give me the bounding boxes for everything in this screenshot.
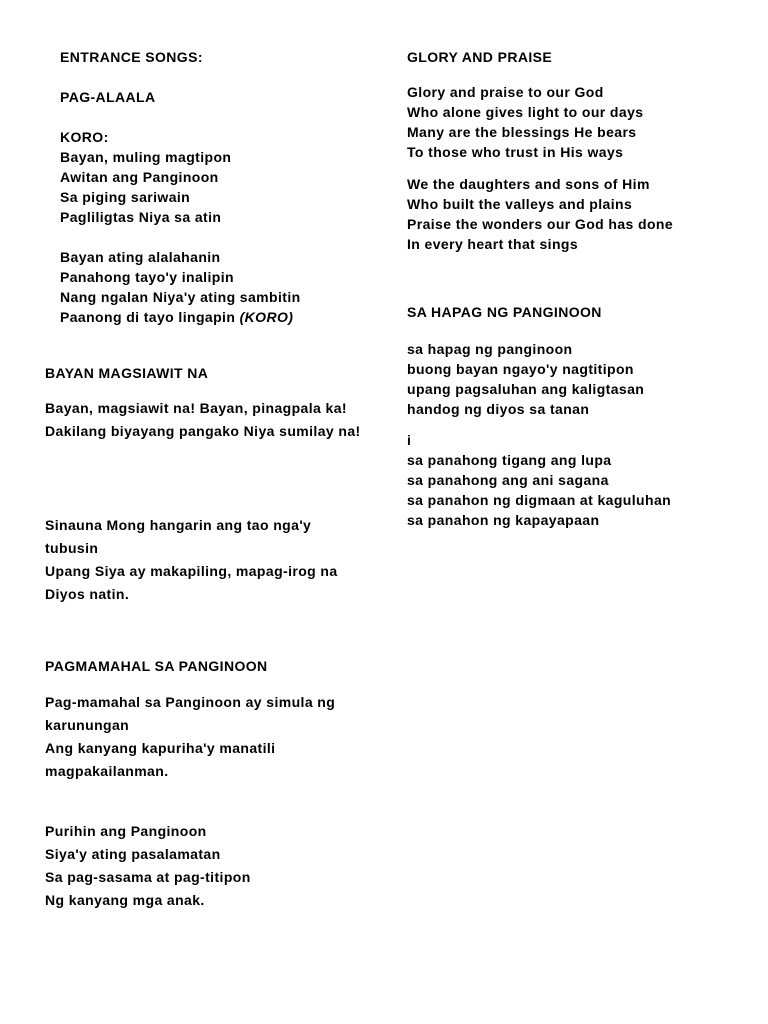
- lyric-line: Ng kanyang mga anak.: [45, 892, 205, 908]
- lyric-line: handog ng diyos sa tanan: [407, 401, 590, 417]
- lyric-line: sa panahong ang ani sagana: [407, 472, 609, 488]
- lyric-line: buong bayan ngayo'y nagtitipon: [407, 361, 634, 377]
- lyric-line: Panahong tayo'y inalipin: [60, 269, 234, 285]
- bayan-magsiawit-verse-2: [45, 514, 363, 606]
- lyric-line: sa panahon ng digmaan at kaguluhan: [407, 492, 672, 508]
- lyric-line: Pagliligtas Niya sa atin: [60, 209, 222, 225]
- lyric-line: sa hapag ng panginoon: [407, 341, 573, 357]
- lyric-line: upang pagsaluhan ang kaligtasan: [407, 381, 645, 397]
- lyric-line: Glory and praise to our God: [407, 84, 604, 100]
- lyric-line: To those who trust in His ways: [407, 144, 624, 160]
- lyric-line: Praise the wonders our God has done: [407, 216, 674, 232]
- lyric-line: Pag-mamahal sa Panginoon ay simula ng karunungan: [45, 694, 336, 733]
- glory-verse-1: [407, 82, 643, 162]
- hapag-verse-1: [407, 339, 644, 419]
- lyric-line: Who built the valleys and plains: [407, 196, 633, 212]
- koro-label: KORO:: [60, 129, 109, 145]
- lyric-line: Siya'y ating pasalamatan: [45, 846, 221, 862]
- lyric-line: We the daughters and sons of Him: [407, 176, 650, 192]
- lyric-line: Bayan ating alalahanin: [60, 249, 221, 265]
- glory-and-praise-heading: GLORY AND PRAISE: [407, 49, 553, 65]
- lyric-line: Upang Siya ay makapiling, mapag-irog na Diyos natin.: [45, 563, 338, 602]
- lyric-line: In every heart that sings: [407, 236, 579, 252]
- bayan-magsiawit-verse-1: [45, 397, 363, 443]
- lyric-line: Many are the blessings He bears: [407, 124, 637, 140]
- pag-alaala-title: PAG-ALAALA: [60, 89, 156, 105]
- pagmamahal-verse-1: [45, 691, 363, 783]
- lyric-line: Sa pag-sasama at pag-titipon: [45, 869, 251, 885]
- lyric-line: Nang ngalan Niya'y ating sambitin: [60, 289, 301, 305]
- lyric-line: sa panahon ng kapayapaan: [407, 512, 600, 528]
- sa-hapag-heading: SA HAPAG NG PANGINOON: [407, 304, 602, 320]
- lyric-line: Awitan ang Panginoon: [60, 169, 219, 185]
- pagmamahal-verse-2: [45, 820, 251, 912]
- lyric-line: Sa piging sariwain: [60, 189, 191, 205]
- pagmamahal-heading: PAGMAMAHAL SA PANGINOON: [45, 658, 268, 674]
- pag-alaala-verse: [60, 247, 301, 327]
- lyric-line: sa panahong tigang ang lupa: [407, 452, 612, 468]
- lyric-line: i: [407, 432, 412, 448]
- koro-lyrics: [60, 147, 231, 227]
- lyric-line: Dakilang biyayang pangako Niya sumilay na!: [45, 423, 361, 439]
- lyric-line: Purihin ang Panginoon: [45, 823, 207, 839]
- lyric-line: Ang kanyang kapuriha'y manatili magpakailanman.: [45, 740, 276, 779]
- bayan-magsiawit-heading: BAYAN MAGSIAWIT NA: [45, 365, 209, 381]
- hapag-verse-2: [407, 430, 671, 530]
- lyric-line: Sinauna Mong hangarin ang tao nga'y tubusin: [45, 517, 312, 556]
- lyric-line-with-tag: [60, 307, 301, 327]
- lyric-line: Who alone gives light to our days: [407, 104, 644, 120]
- entrance-songs-heading: ENTRANCE SONGS:: [60, 49, 203, 65]
- lyric-line: Bayan, magsiawit na! Bayan, pinagpala ka!: [45, 400, 347, 416]
- koro-repeat-tag: (KORO): [239, 309, 294, 325]
- glory-verse-2: [407, 174, 673, 254]
- lyric-line: Bayan, muling magtipon: [60, 149, 232, 165]
- lyric-text: Paanong di tayo lingapin: [60, 309, 236, 325]
